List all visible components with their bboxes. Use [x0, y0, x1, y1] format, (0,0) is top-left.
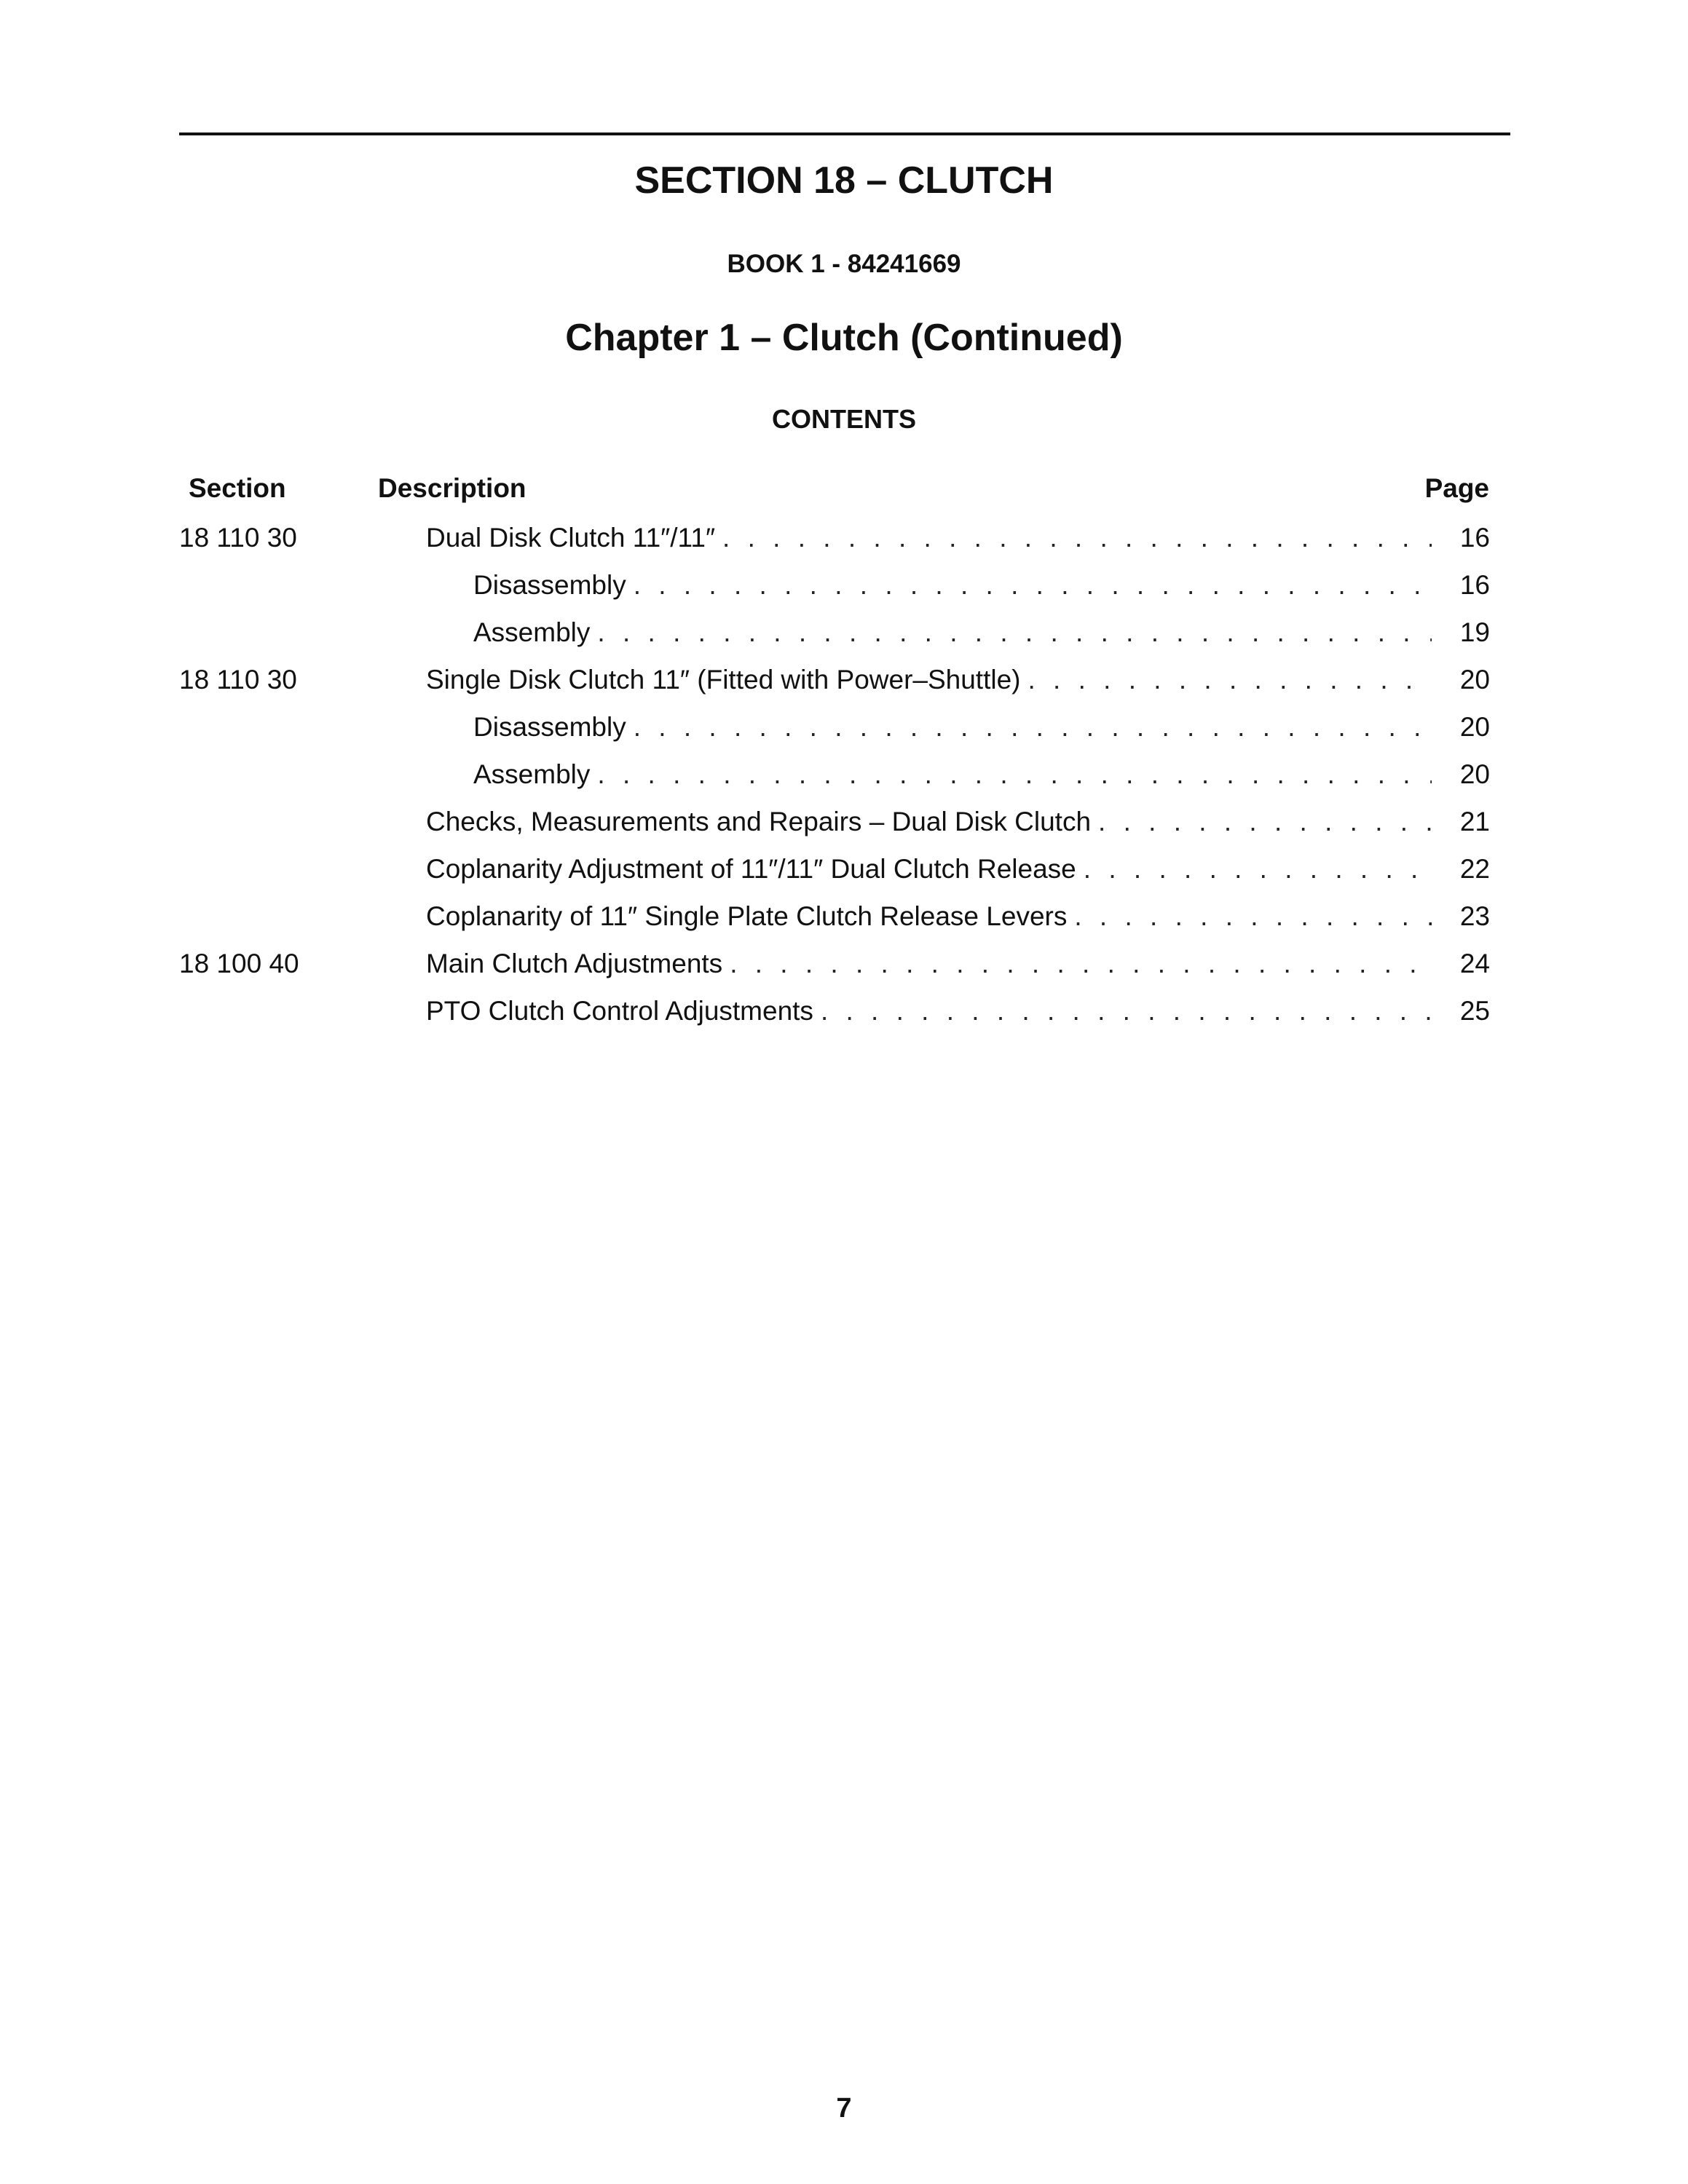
toc-section-code: 18 100 40	[179, 949, 299, 978]
toc-description: Disassembly	[473, 712, 626, 742]
toc-description: Assembly	[473, 759, 591, 789]
toc-description: Checks, Measurements and Repairs – Dual Disk Clutch	[426, 807, 1092, 836]
toc-page-number: 19	[1459, 617, 1490, 647]
table-of-contents	[179, 514, 1490, 1034]
toc-description: Coplanarity of 11″ Single Plate Clutch Release Levers	[426, 901, 1068, 931]
toc-dot-leader	[1028, 656, 1432, 703]
toc-page-number: 16	[1459, 570, 1490, 600]
toc-description: Dual Disk Clutch 11″/11″	[426, 523, 716, 553]
toc-section-code: 18 110 30	[179, 665, 297, 695]
toc-dot-leader	[730, 940, 1432, 987]
toc-page-number: 20	[1459, 712, 1490, 742]
contents-heading: CONTENTS	[772, 404, 916, 434]
toc-entry[interactable]	[179, 656, 1490, 703]
section-title: SECTION 18 – CLUTCH	[634, 159, 1054, 202]
toc-page-number: 20	[1459, 665, 1490, 695]
toc-description: Single Disk Clutch 11″ (Fitted with Power–Shuttle)	[426, 665, 1021, 695]
toc-page-number: 20	[1459, 759, 1490, 789]
chapter-title: Chapter 1 – Clutch (Continued)	[565, 317, 1123, 359]
toc-entry[interactable]	[179, 514, 1490, 561]
toc-description: Disassembly	[473, 570, 626, 600]
toc-description: Assembly	[473, 617, 591, 647]
toc-entry[interactable]	[179, 845, 1490, 893]
toc-page-number: 23	[1459, 901, 1490, 931]
toc-dot-leader	[821, 987, 1432, 1034]
toc-description: PTO Clutch Control Adjustments	[426, 996, 813, 1026]
column-header-page: Page	[1424, 473, 1489, 503]
toc-entry[interactable]	[179, 987, 1490, 1034]
toc-entry[interactable]	[179, 561, 1490, 609]
toc-dot-leader	[1098, 798, 1432, 845]
toc-dot-leader	[634, 703, 1432, 751]
toc-dot-leader	[722, 514, 1432, 561]
toc-page-number: 21	[1459, 807, 1490, 836]
toc-entry[interactable]	[179, 703, 1490, 751]
toc-page-number: 22	[1459, 854, 1490, 884]
toc-section-code: 18 110 30	[179, 523, 297, 553]
book-reference: BOOK 1 - 84241669	[727, 250, 961, 278]
column-header-description: Description	[378, 473, 526, 503]
toc-page-number: 25	[1459, 996, 1490, 1026]
toc-dot-leader	[597, 751, 1432, 798]
toc-dot-leader	[1074, 893, 1432, 940]
top-rule	[179, 132, 1510, 135]
toc-dot-leader	[1084, 845, 1432, 893]
toc-dot-leader	[634, 561, 1432, 609]
toc-page-number: 16	[1459, 523, 1490, 553]
toc-entry[interactable]	[179, 940, 1490, 987]
toc-description: Coplanarity Adjustment of 11″/11″ Dual Clutch Release	[426, 854, 1076, 884]
toc-entry[interactable]	[179, 798, 1490, 845]
page-number: 7	[836, 2093, 852, 2124]
toc-page-number: 24	[1459, 949, 1490, 978]
toc-entry[interactable]	[179, 609, 1490, 656]
column-header-section: Section	[189, 473, 286, 503]
toc-entry[interactable]	[179, 893, 1490, 940]
toc-description: Main Clutch Adjustments	[426, 949, 723, 978]
toc-entry[interactable]	[179, 751, 1490, 798]
toc-dot-leader	[597, 609, 1432, 656]
